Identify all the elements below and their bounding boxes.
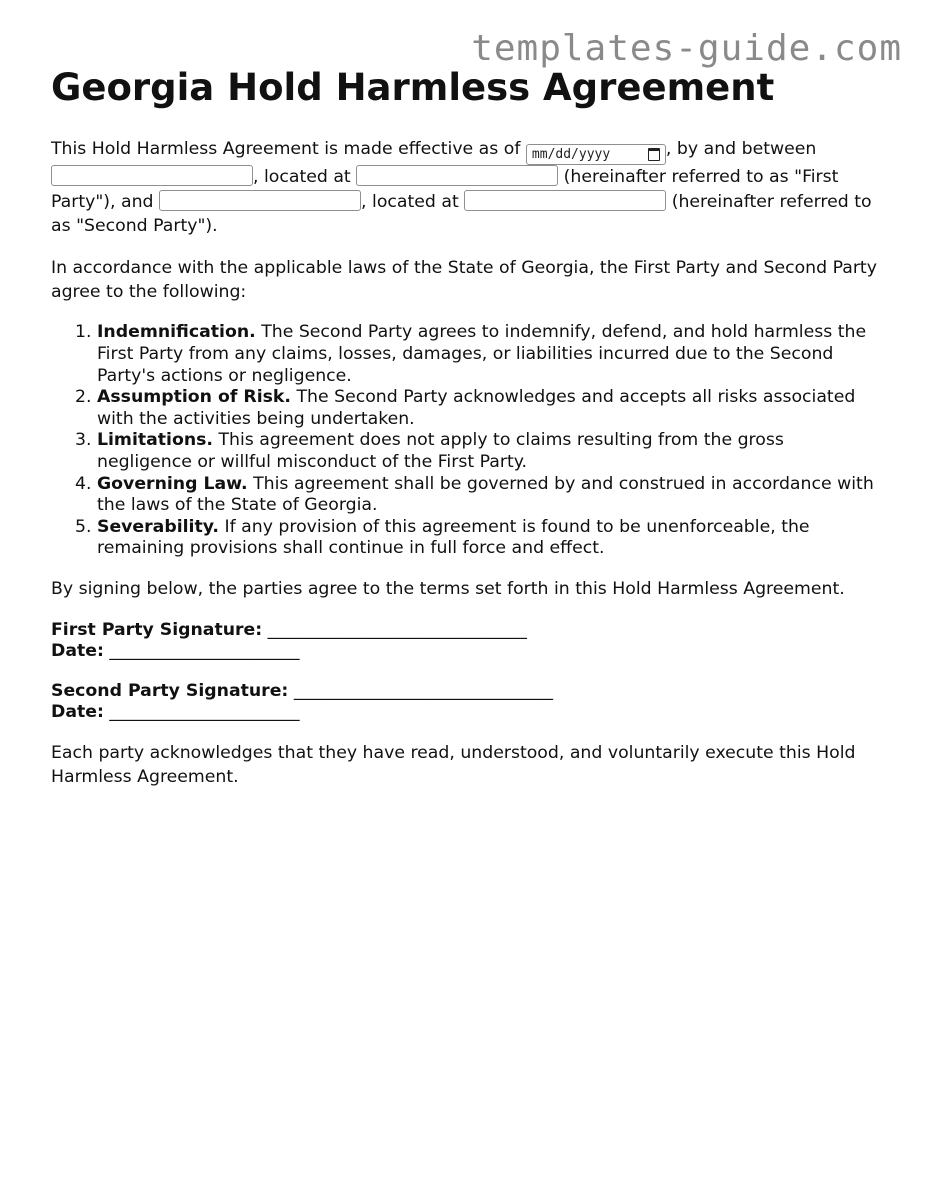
- clause-text: The Second Party acknowledges and accepts all risks associated with the activities being undertaken.: [97, 387, 856, 429]
- closing-paragraph: Each party acknowledges that they have read, understood, and voluntarily execute this Hold Harmless Agreement.: [51, 743, 856, 787]
- first-party-signature-block: [51, 620, 881, 663]
- date-placeholder: mm/dd/yyyy: [531, 147, 611, 162]
- clause-item: [97, 430, 881, 473]
- clause-text: If any provision of this agreement is found to be unenforceable, the remaining provisions shall continue in full force and effect.: [97, 516, 810, 559]
- clause-item: [97, 387, 881, 430]
- clause-list: [51, 322, 881, 560]
- intro-text-2: , by and between: [665, 139, 817, 159]
- second-party-address-input[interactable]: [464, 190, 666, 211]
- second-party-signature-row: [51, 681, 881, 703]
- second-party-date-label: Date:: [51, 702, 104, 723]
- clause-heading: Assumption of Risk.: [97, 387, 291, 408]
- clause-heading: Indemnification.: [97, 322, 256, 343]
- intro-text-3: , located at: [253, 167, 357, 188]
- calendar-icon[interactable]: [648, 148, 660, 161]
- intro-text-5: , located at: [361, 192, 465, 213]
- clause-item: [97, 517, 881, 560]
- signing-paragraph: By signing below, the parties agree to the terms set forth in this Hold Harmless Agreement.: [51, 578, 845, 599]
- second-party-name-input[interactable]: [159, 190, 361, 211]
- first-party-signature-label: First Party Signature:: [51, 619, 263, 640]
- second-party-signature-block: [51, 681, 881, 724]
- first-party-name-input[interactable]: [51, 165, 253, 186]
- page-title: Georgia Hold Harmless Agreement: [51, 66, 775, 109]
- clause-heading: Limitations.: [97, 430, 213, 451]
- clause-heading: Severability.: [97, 516, 219, 537]
- effective-date-input[interactable]: [526, 144, 666, 165]
- clause-heading: Governing Law.: [97, 473, 248, 494]
- clause-text: The Second Party agrees to indemnify, defend, and hold harmless the First Party from any claims, losses, damages, or liabilities incurred due to the Second Party's actions or negligence.: [97, 322, 867, 386]
- second-party-signature-label: Second Party Signature:: [51, 680, 289, 701]
- intro-text-4: (hereinafter referred to as "First Party"), and: [51, 167, 839, 213]
- second-party-signature-line[interactable]: ______________________________: [293, 680, 554, 701]
- accordance-paragraph: In accordance with the applicable laws of the State of Georgia, the First Party and Second Party agree to the following:: [51, 257, 877, 302]
- first-party-date-line[interactable]: ______________________: [109, 641, 300, 662]
- clause-text: This agreement shall be governed by and construed in accordance with the laws of the State of Georgia.: [97, 473, 874, 516]
- first-party-address-input[interactable]: [356, 165, 558, 186]
- intro-paragraph: [51, 138, 881, 239]
- intro-text-6: (hereinafter referred to as "Second Party").: [51, 192, 872, 236]
- first-party-date-label: Date:: [51, 641, 104, 662]
- clause-item: [97, 322, 881, 387]
- clause-text: This agreement does not apply to claims resulting from the gross negligence or willful misconduct of the First Party.: [97, 430, 784, 472]
- first-party-signature-row: [51, 620, 881, 642]
- first-party-signature-line[interactable]: ______________________________: [267, 619, 527, 640]
- document-body: [51, 62, 881, 808]
- second-party-date-line[interactable]: ______________________: [109, 702, 300, 723]
- watermark: templates-guide.com: [471, 28, 902, 69]
- second-party-date-row: [51, 702, 881, 724]
- clause-item: [97, 474, 881, 517]
- intro-text-1: This Hold Harmless Agreement is made effective as of: [51, 139, 526, 159]
- first-party-date-row: [51, 641, 881, 663]
